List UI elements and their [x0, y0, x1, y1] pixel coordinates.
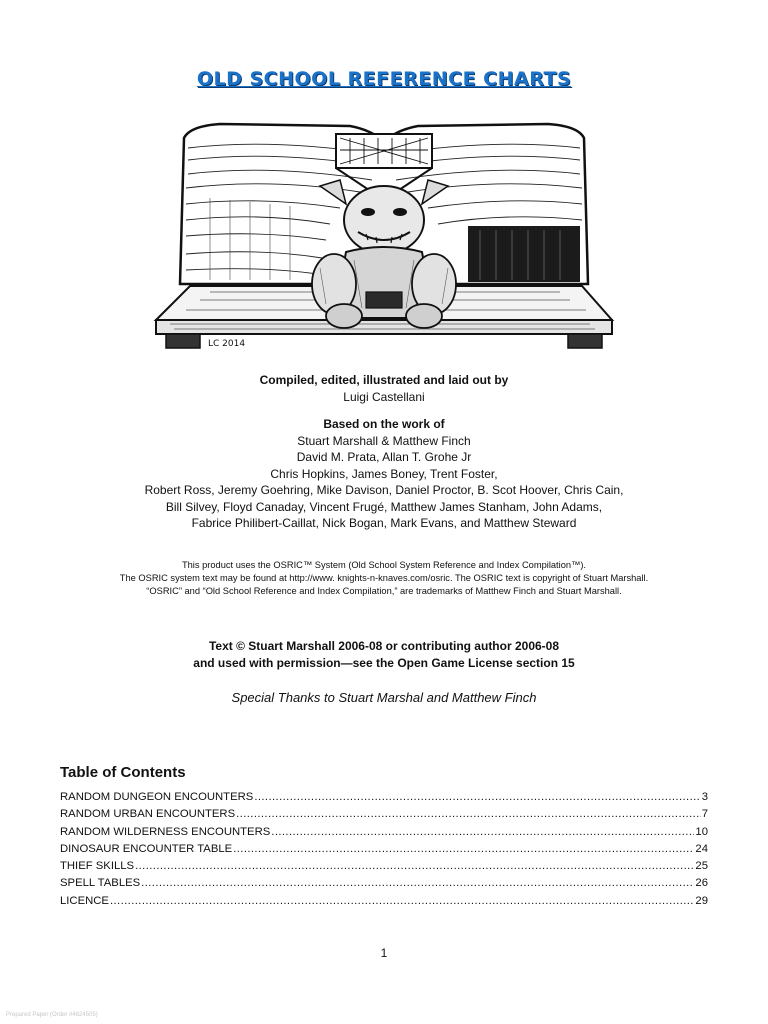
toc-entry-thief-skills[interactable] — [60, 860, 708, 877]
author-line: Stuart Marshall & Matthew Finch — [297, 433, 471, 448]
toc-leader-dots — [141, 877, 694, 889]
toc-entry-page: 29 — [695, 894, 708, 907]
author-line: Chris Hopkins, James Boney, Trent Foster, — [270, 466, 498, 481]
copyright-notice — [0, 638, 768, 672]
compiler-name: Luigi Castellani — [343, 389, 425, 404]
toc-entry-dinosaur-encounter-table[interactable] — [60, 843, 708, 860]
toc-entry-label: THIEF SKILLS — [60, 860, 135, 873]
toc-entry-label: DINOSAUR ENCOUNTER TABLE — [60, 842, 233, 855]
toc-entry-licence[interactable] — [60, 895, 708, 912]
toc-heading: Table of Contents — [60, 764, 186, 781]
author-line: Bill Silvey, Floyd Canaday, Vincent Frugé, Matthew James Stanham, John Adams, — [165, 499, 603, 514]
toc-entry-page: 3 — [701, 791, 708, 803]
toc-entry-spell-tables[interactable] — [60, 877, 708, 894]
toc-entry-random-wilderness-encounters[interactable] — [60, 826, 708, 843]
toc-entry-page: 25 — [695, 860, 708, 873]
toc-entry-label: RANDOM DUNGEON ENCOUNTERS — [60, 791, 254, 803]
toc-entry-label: RANDOM URBAN ENCOUNTERS — [60, 808, 236, 821]
toc-leader-dots — [135, 860, 694, 872]
toc-entry-label: RANDOM WILDERNESS ENCOUNTERS — [60, 825, 271, 838]
legal-notice — [0, 559, 768, 598]
toc-leader-dots — [271, 826, 694, 838]
toc-entry-page: 7 — [701, 808, 708, 821]
copyright-line: Text © Stuart Marshall 2006-08 or contributing author 2006-08 — [208, 639, 560, 653]
toc-leader-dots — [110, 895, 694, 907]
page-number: 1 — [380, 946, 388, 960]
toc-entry-random-urban-encounters[interactable] — [60, 808, 708, 825]
credits-block — [0, 372, 768, 532]
toc-leader-dots — [236, 808, 701, 820]
toc-leader-dots — [254, 791, 700, 803]
footer-watermark: Prepared Paper (Order #4624505) — [6, 1012, 98, 1018]
author-line: Robert Ross, Jeremy Goehring, Mike Davison, Daniel Proctor, B. Scot Hoover, Chris Cain, — [144, 483, 624, 497]
toc-entry-label: SPELL TABLES — [60, 877, 141, 890]
legal-line: This product uses the OSRIC™ System (Old School System Reference and Index Compilation™). — [181, 560, 587, 570]
gargoyle-book-illustration — [150, 108, 618, 356]
table-of-contents — [60, 791, 708, 912]
toc-entry-page: 10 — [695, 825, 708, 838]
copyright-line: and used with permission—see the Open Game License section 15 — [193, 656, 575, 670]
illustration-signature: LC 2014 — [208, 339, 246, 349]
special-thanks: Special Thanks to Stuart Marshal and Matthew Finch — [231, 690, 537, 705]
toc-entry-label: LICENCE — [60, 894, 109, 907]
document-title: OLD SCHOOL REFERENCE CHARTS — [196, 68, 572, 90]
toc-entry-random-dungeon-encounters[interactable] — [60, 791, 708, 808]
toc-leader-dots — [233, 843, 694, 855]
legal-line: “OSRIC” and “Old School Reference and Index Compilation,” are trademarks of Matthew Finch and Stuart Marshall. — [146, 586, 622, 596]
compiled-heading: Compiled, edited, illustrated and laid out by — [259, 373, 509, 387]
author-line: David M. Prata, Allan T. Grohe Jr — [296, 450, 472, 464]
based-on-heading: Based on the work of — [323, 417, 445, 431]
author-line: Fabrice Philibert-Caillat, Nick Bogan, Mark Evans, and Matthew Steward — [191, 516, 577, 530]
toc-entry-page: 24 — [695, 842, 708, 855]
toc-entry-page: 26 — [695, 877, 708, 890]
legal-line: The OSRIC system text may be found at http://www. knights-n-knaves.com/osric. The OSRIC text is copyright of Stuart Marshall. — [119, 573, 649, 583]
